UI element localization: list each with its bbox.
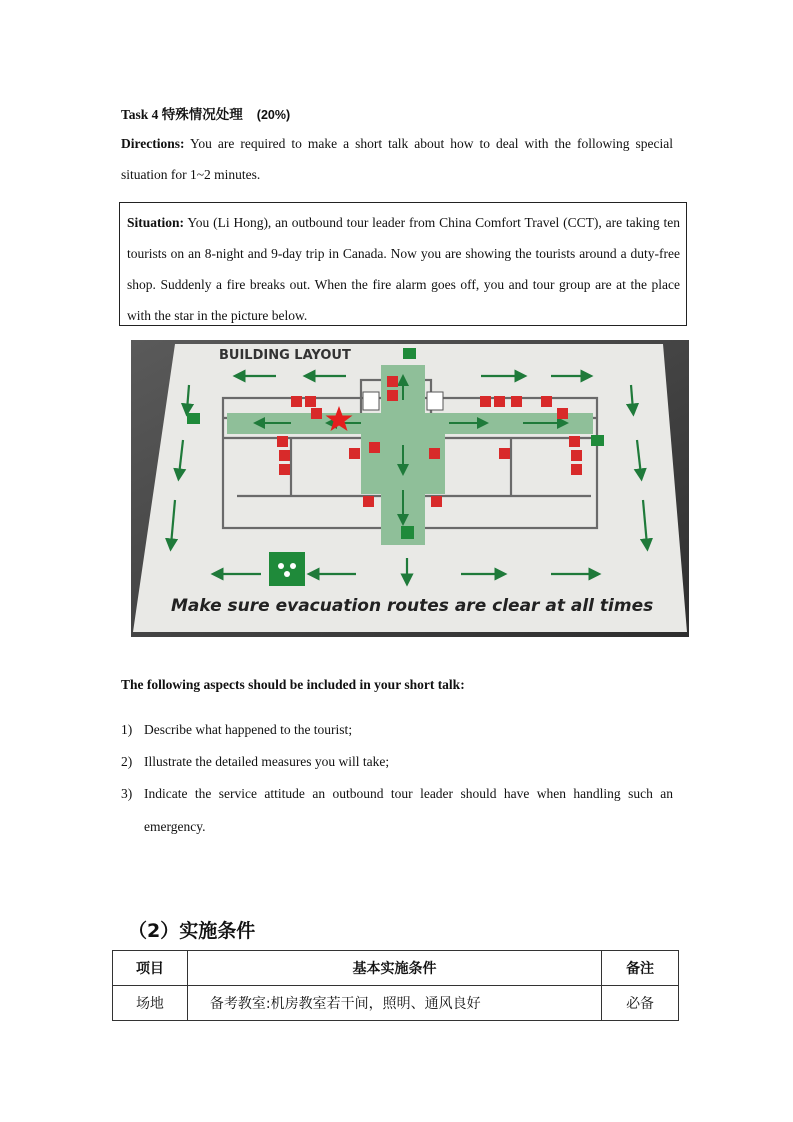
aspect-number: 2) xyxy=(121,754,133,769)
table-header: 项目 xyxy=(113,951,188,986)
assembly-point-icon xyxy=(269,552,305,586)
conditions-table xyxy=(112,950,679,1021)
aspect-number: 3) xyxy=(121,786,133,801)
directions-label: Directions: xyxy=(121,136,185,151)
situation-label: Situation: xyxy=(127,215,185,230)
table-row xyxy=(113,986,679,1021)
floor-plan-svg xyxy=(131,340,689,637)
aspect-text: Describe what happened to the tourist; xyxy=(144,722,353,737)
directions-paragraph xyxy=(121,128,673,190)
situation-box xyxy=(119,202,687,326)
task-label: Task 4 特殊情况处理 xyxy=(121,107,243,122)
aspect-number: 1) xyxy=(121,722,133,737)
aspect-text: Illustrate the detailed measures you will take; xyxy=(144,754,390,769)
table-cell: 场地 xyxy=(113,986,188,1021)
table-header: 备注 xyxy=(602,951,679,986)
layout-title: BUILDING LAYOUT xyxy=(219,348,351,363)
aspect-text: Indicate the service attitude an outbound tour leader should have when handling such an emergency. xyxy=(144,786,673,834)
table-cell: 备考教室:机房教室若干间，照明、通风良好 xyxy=(187,986,601,1021)
table-header-row xyxy=(113,951,679,986)
aspect-item-2 xyxy=(121,745,673,778)
layout-caption: Make sure evacuation routes are clear at all times xyxy=(171,596,654,616)
table-cell: 必备 xyxy=(602,986,679,1021)
directions-text: You are required to make a short talk about how to deal with the following special situation for 1~2 minutes. xyxy=(121,136,673,182)
section-title: （2）实施条件 xyxy=(128,920,256,942)
aspect-item-1 xyxy=(121,713,673,746)
table-header: 基本实施条件 xyxy=(187,951,601,986)
task-title xyxy=(121,103,290,123)
building-layout-figure xyxy=(131,340,689,637)
aspect-item-3 xyxy=(121,777,673,843)
aspects-heading: The following aspects should be included in your short talk: xyxy=(121,677,465,692)
task-percent: (20%) xyxy=(256,108,291,122)
situation-text: You (Li Hong), an outbound tour leader from China Comfort Travel (CCT), are taking ten tourists on an 8-night and 9-day trip in Canada. Now you are showing the tourists around a duty-free shop. Suddenly a fire breaks out. When the fire alarm goes off, you and tour group are at the place with the star in the picture below. xyxy=(127,215,680,323)
